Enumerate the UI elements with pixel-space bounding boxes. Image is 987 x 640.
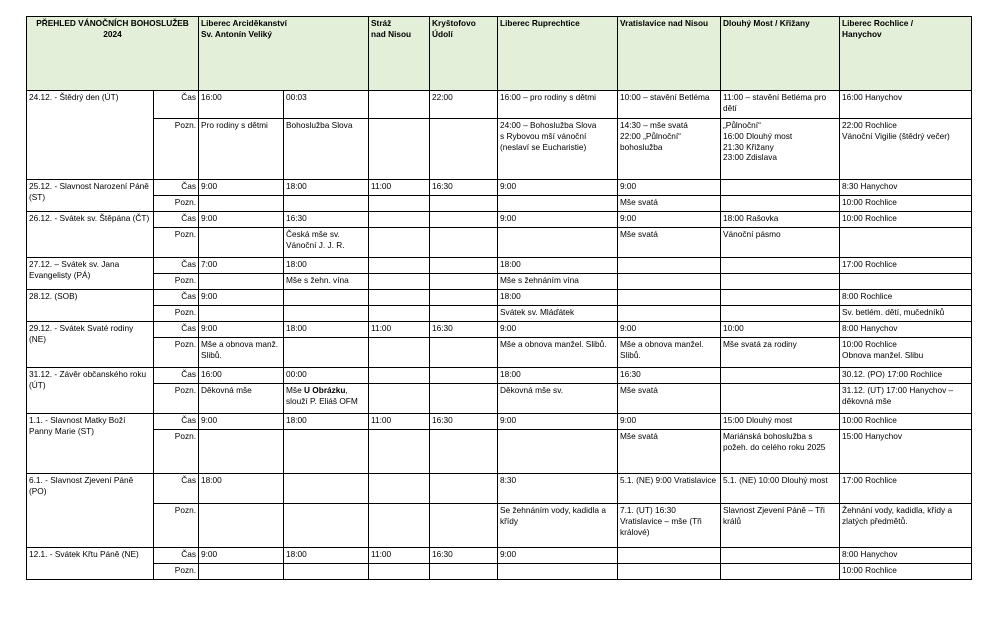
time-label: Čas bbox=[154, 91, 199, 119]
col-header-arcidekanstvi: Liberec Arciděkanství Sv. Antonín Veliký bbox=[199, 17, 369, 91]
table-row bbox=[27, 290, 972, 306]
cell: 15:00 Dlouhý most bbox=[721, 414, 840, 430]
cell: Mše s žehn. vína bbox=[284, 274, 369, 290]
cell bbox=[430, 384, 498, 414]
cell: 8:00 Hanychov bbox=[840, 548, 972, 564]
schedule-table bbox=[26, 16, 972, 580]
cell bbox=[369, 564, 430, 580]
note-label: Pozn. bbox=[154, 119, 199, 180]
cell: Děkovná mše sv. bbox=[498, 384, 618, 414]
table-row bbox=[27, 384, 972, 414]
cell: 16:00 – pro rodiny s dětmi bbox=[498, 91, 618, 119]
cell: 10:00 Rochlice bbox=[840, 196, 972, 212]
cell: 16:00 Hanychov bbox=[840, 91, 972, 119]
cell bbox=[369, 212, 430, 228]
cell: 16:00 bbox=[199, 368, 284, 384]
table-row bbox=[27, 474, 972, 504]
cell: Děkovná mše bbox=[199, 384, 284, 414]
cell: 9:00 bbox=[199, 180, 284, 196]
cell bbox=[369, 258, 430, 274]
cell: 11:00 bbox=[369, 180, 430, 196]
cell: 31.12. (UT) 17:00 Hanychov – děkovná mše bbox=[840, 384, 972, 414]
cell bbox=[369, 196, 430, 212]
cell bbox=[498, 196, 618, 212]
cell: 18:00 bbox=[498, 368, 618, 384]
cell bbox=[199, 564, 284, 580]
cell: 9:00 bbox=[618, 414, 721, 430]
col-header-ruprechtice: Liberec Ruprechtice bbox=[498, 17, 618, 91]
cell: 17:00 Rochlice bbox=[840, 474, 972, 504]
cell bbox=[369, 368, 430, 384]
cell: 10:00 Rochlice bbox=[840, 414, 972, 430]
cell: 9:00 bbox=[199, 290, 284, 306]
note-label: Pozn. bbox=[154, 306, 199, 322]
time-label: Čas bbox=[154, 180, 199, 196]
cell: 9:00 bbox=[498, 212, 618, 228]
cell bbox=[618, 290, 721, 306]
cell: 9:00 bbox=[498, 548, 618, 564]
cell: 18:00 bbox=[284, 258, 369, 274]
cell bbox=[369, 274, 430, 290]
cell bbox=[284, 196, 369, 212]
cell bbox=[430, 430, 498, 474]
cell bbox=[498, 228, 618, 258]
cell bbox=[369, 338, 430, 368]
cell bbox=[199, 196, 284, 212]
cell bbox=[369, 306, 430, 322]
time-label: Čas bbox=[154, 258, 199, 274]
cell bbox=[721, 384, 840, 414]
cell bbox=[430, 564, 498, 580]
cell: Mše a obnova manžel. Slibů. bbox=[618, 338, 721, 368]
note-label: Pozn. bbox=[154, 228, 199, 258]
cell bbox=[199, 228, 284, 258]
cell: 18:00 bbox=[284, 414, 369, 430]
cell: 5.1. (NE) 9:00 Vratislavice bbox=[618, 474, 721, 504]
cell: 5.1. (NE) 10:00 Dlouhý most bbox=[721, 474, 840, 504]
cell: 18:00 bbox=[284, 322, 369, 338]
day-label: 25.12. - Slavnost Narození Páně (ST) bbox=[27, 180, 154, 212]
cell bbox=[721, 548, 840, 564]
table-row bbox=[27, 91, 972, 119]
note-label: Pozn. bbox=[154, 504, 199, 548]
cell: Mariánská bohoslužba s požeh. do celého roku 2025 bbox=[721, 430, 840, 474]
day-label: 26.12. - Svátek sv. Štěpána (ČT) bbox=[27, 212, 154, 258]
cell bbox=[369, 228, 430, 258]
cell bbox=[369, 290, 430, 306]
cell bbox=[840, 228, 972, 258]
cell: 18:00 bbox=[284, 180, 369, 196]
cell: 10:00 – stavění Betléma bbox=[618, 91, 721, 119]
day-label: 12.1. - Svátek Křtu Páně (NE) bbox=[27, 548, 154, 580]
day-label: 29.12. - Svátek Svaté rodiny (NE) bbox=[27, 322, 154, 368]
col-header-vratislavice: Vratislavice nad Nisou bbox=[618, 17, 721, 91]
header-row bbox=[27, 17, 972, 91]
cell: 8:30 Hanychov bbox=[840, 180, 972, 196]
cell: Sv. betlém. dětí, mučedníků bbox=[840, 306, 972, 322]
cell: Mše svatá bbox=[618, 384, 721, 414]
cell bbox=[618, 306, 721, 322]
cell bbox=[618, 548, 721, 564]
table-row bbox=[27, 564, 972, 580]
table-row bbox=[27, 228, 972, 258]
cell: 10:00 Rochlice bbox=[840, 212, 972, 228]
cell: Mše a obnova manž. Slibů. bbox=[199, 338, 284, 368]
day-label: 6.1. - Slavnost Zjevení Páně (PO) bbox=[27, 474, 154, 548]
cell: 11:00 – stavění Betléma pro dětí bbox=[721, 91, 840, 119]
cell: 00:03 bbox=[284, 91, 369, 119]
cell: 7:00 bbox=[199, 258, 284, 274]
day-label: 31.12. - Závěr občanského roku (ÚT) bbox=[27, 368, 154, 414]
cell bbox=[199, 306, 284, 322]
table-row bbox=[27, 212, 972, 228]
cell: 17:00 Rochlice bbox=[840, 258, 972, 274]
cell: 11:00 bbox=[369, 322, 430, 338]
cell bbox=[430, 119, 498, 180]
cell: 16:30 bbox=[430, 180, 498, 196]
time-label: Čas bbox=[154, 322, 199, 338]
cell: 9:00 bbox=[498, 322, 618, 338]
cell bbox=[430, 474, 498, 504]
cell bbox=[721, 306, 840, 322]
cell: Žehnání vody, kadidla, křídy a zlatých předmětů. bbox=[840, 504, 972, 548]
table-row bbox=[27, 368, 972, 384]
cell bbox=[721, 290, 840, 306]
cell: Mše U Obrázku, slouží P. Eliáš OFM bbox=[284, 384, 369, 414]
col-header-rochlice: Liberec Rochlice / Hanychov bbox=[840, 17, 972, 91]
cell: 9:00 bbox=[618, 180, 721, 196]
cell bbox=[430, 290, 498, 306]
cell bbox=[430, 258, 498, 274]
cell: Mše svatá bbox=[618, 196, 721, 212]
cell bbox=[430, 212, 498, 228]
cell: 9:00 bbox=[618, 322, 721, 338]
cell bbox=[369, 474, 430, 504]
cell bbox=[284, 564, 369, 580]
cell: 9:00 bbox=[498, 180, 618, 196]
cell: 11:00 bbox=[369, 414, 430, 430]
cell: 14:30 – mše svatá 22:00 „Půlnoční“ bohoslužba bbox=[618, 119, 721, 180]
day-label: 27.12. – Svátek sv. Jana Evangelisty (PÁ) bbox=[27, 258, 154, 290]
cell bbox=[498, 430, 618, 474]
cell bbox=[430, 274, 498, 290]
cell: 9:00 bbox=[199, 414, 284, 430]
cell: 9:00 bbox=[498, 414, 618, 430]
cell bbox=[618, 564, 721, 580]
cell: Se žehnáním vody, kadidla a křídy bbox=[498, 504, 618, 548]
cell bbox=[430, 196, 498, 212]
note-label: Pozn. bbox=[154, 274, 199, 290]
cell: 8:00 Hanychov bbox=[840, 322, 972, 338]
cell bbox=[618, 258, 721, 274]
table-row bbox=[27, 548, 972, 564]
day-label: 1.1. - Slavnost Matky Boží Panny Marie (ST) bbox=[27, 414, 154, 474]
time-label: Čas bbox=[154, 290, 199, 306]
cell: 24:00 – Bohoslužba Slova s Rybovou mší vánoční (neslaví se Eucharistie) bbox=[498, 119, 618, 180]
cell bbox=[430, 338, 498, 368]
cell bbox=[369, 430, 430, 474]
cell: Mše svatá bbox=[618, 228, 721, 258]
cell bbox=[199, 504, 284, 548]
cell bbox=[284, 474, 369, 504]
cell bbox=[840, 274, 972, 290]
table-row bbox=[27, 430, 972, 474]
cell bbox=[498, 564, 618, 580]
cell: Mše s žehnáním vína bbox=[498, 274, 618, 290]
time-label: Čas bbox=[154, 212, 199, 228]
note-label: Pozn. bbox=[154, 384, 199, 414]
table-row bbox=[27, 338, 972, 368]
table-row bbox=[27, 504, 972, 548]
cell: 18:00 bbox=[284, 548, 369, 564]
cell bbox=[284, 430, 369, 474]
cell: Česká mše sv. Vánoční J. J. R. bbox=[284, 228, 369, 258]
cell bbox=[284, 504, 369, 548]
cell bbox=[618, 274, 721, 290]
col-header-krystofovo: Kryštofovo Údolí bbox=[430, 17, 498, 91]
cell: Mše a obnova manžel. Slibů. bbox=[498, 338, 618, 368]
cell: 16:30 bbox=[430, 548, 498, 564]
cell: 8:00 Rochlice bbox=[840, 290, 972, 306]
cell bbox=[369, 384, 430, 414]
col-header-dlouhy-most: Dlouhý Most / Křižany bbox=[721, 17, 840, 91]
cell bbox=[430, 368, 498, 384]
cell bbox=[284, 306, 369, 322]
cell: „Půlnoční“ 16:00 Dlouhý most 21:30 Křižany 23:00 Zdislava bbox=[721, 119, 840, 180]
table-row bbox=[27, 274, 972, 290]
cell: Svátek sv. Mláďátek bbox=[498, 306, 618, 322]
cell bbox=[369, 119, 430, 180]
cell: 22:00 bbox=[430, 91, 498, 119]
cell: Mše svatá za rodiny bbox=[721, 338, 840, 368]
note-label: Pozn. bbox=[154, 430, 199, 474]
cell bbox=[430, 306, 498, 322]
table-row bbox=[27, 180, 972, 196]
cell: 18:00 bbox=[498, 258, 618, 274]
day-label: 28.12. (SOB) bbox=[27, 290, 154, 322]
cell bbox=[721, 564, 840, 580]
col-header-straz: Stráž nad Nisou bbox=[369, 17, 430, 91]
cell: Slavnost Zjevení Páně – Tři králů bbox=[721, 504, 840, 548]
cell: 9:00 bbox=[199, 212, 284, 228]
cell: 16:00 bbox=[199, 91, 284, 119]
cell: Pro rodiny s dětmi bbox=[199, 119, 284, 180]
table-row bbox=[27, 322, 972, 338]
cell: 22:00 Rochlice Vánoční Vigilie (štědrý večer) bbox=[840, 119, 972, 180]
cell bbox=[721, 180, 840, 196]
cell bbox=[199, 274, 284, 290]
note-label: Pozn. bbox=[154, 338, 199, 368]
cell: 30.12. (PO) 17:00 Rochlice bbox=[840, 368, 972, 384]
cell bbox=[721, 258, 840, 274]
table-row bbox=[27, 119, 972, 180]
time-label: Čas bbox=[154, 414, 199, 430]
cell: 00:00 bbox=[284, 368, 369, 384]
cell: 15:00 Hanychov bbox=[840, 430, 972, 474]
cell bbox=[284, 338, 369, 368]
cell bbox=[430, 504, 498, 548]
cell: Mše svatá bbox=[618, 430, 721, 474]
table-row bbox=[27, 306, 972, 322]
cell: 10:00 Rochlice bbox=[840, 564, 972, 580]
cell: 18:00 bbox=[498, 290, 618, 306]
note-label: Pozn. bbox=[154, 196, 199, 212]
cell: 9:00 bbox=[618, 212, 721, 228]
cell: 18:00 Rašovka bbox=[721, 212, 840, 228]
cell bbox=[284, 290, 369, 306]
cell: 10:00 bbox=[721, 322, 840, 338]
table-title: PŘEHLED VÁNOČNÍCH BOHOSLUŽEB 2024 bbox=[27, 17, 199, 91]
cell: 16:30 bbox=[618, 368, 721, 384]
cell bbox=[430, 228, 498, 258]
cell bbox=[721, 274, 840, 290]
cell: 9:00 bbox=[199, 322, 284, 338]
cell: 7.1. (UT) 16:30 Vratislavice – mše (Tři králové) bbox=[618, 504, 721, 548]
cell bbox=[721, 368, 840, 384]
day-label: 24.12. - Štědrý den (ÚT) bbox=[27, 91, 154, 180]
table-row bbox=[27, 258, 972, 274]
cell: Bohoslužba Slova bbox=[284, 119, 369, 180]
time-label: Čas bbox=[154, 474, 199, 504]
cell: 11:00 bbox=[369, 548, 430, 564]
cell: 16:30 bbox=[284, 212, 369, 228]
cell: 16:30 bbox=[430, 322, 498, 338]
time-label: Čas bbox=[154, 548, 199, 564]
cell: 16:30 bbox=[430, 414, 498, 430]
cell: Vánoční pásmo bbox=[721, 228, 840, 258]
cell bbox=[369, 91, 430, 119]
cell bbox=[199, 430, 284, 474]
cell: 9:00 bbox=[199, 548, 284, 564]
table-row bbox=[27, 196, 972, 212]
cell bbox=[721, 196, 840, 212]
table-row bbox=[27, 414, 972, 430]
note-label: Pozn. bbox=[154, 564, 199, 580]
cell bbox=[369, 504, 430, 548]
cell: 10:00 Rochlice Obnova manžel. Slibu bbox=[840, 338, 972, 368]
cell: 18:00 bbox=[199, 474, 284, 504]
time-label: Čas bbox=[154, 368, 199, 384]
cell: 8:30 bbox=[498, 474, 618, 504]
